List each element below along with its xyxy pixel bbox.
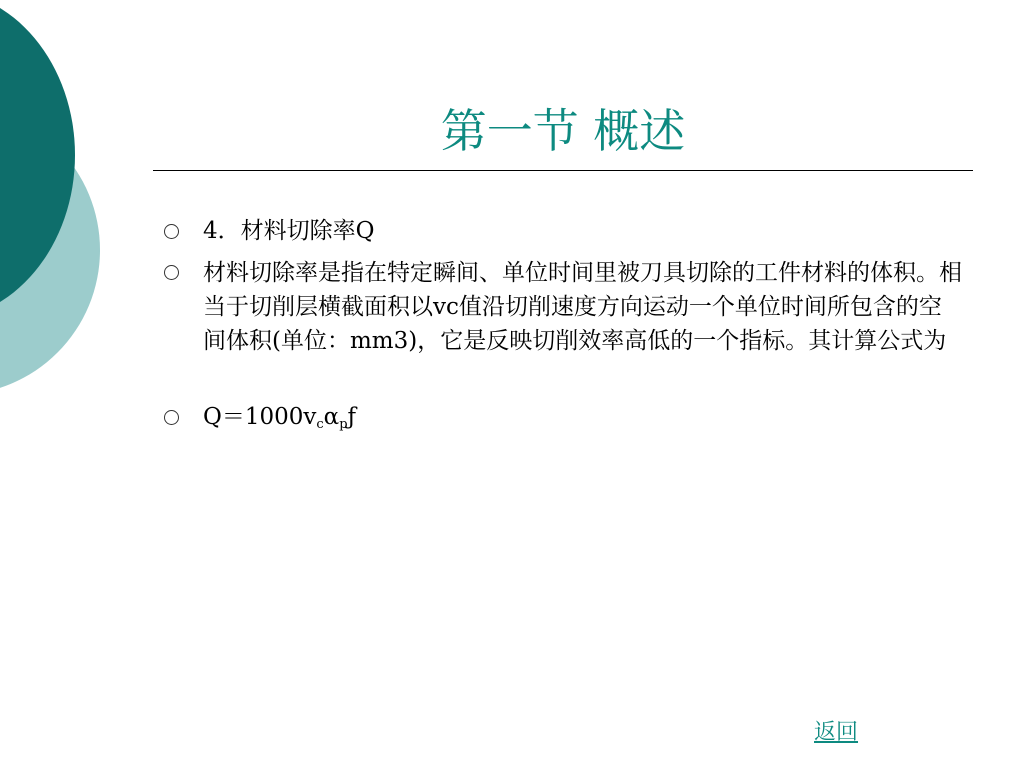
formula-alpha: α <box>323 404 340 430</box>
formula-sub-p: p <box>339 417 348 432</box>
bullet-item: 4．材料切除率Q <box>203 218 375 244</box>
formula-f: ƒ <box>347 404 357 430</box>
bullet-icon <box>164 410 179 425</box>
slide-title: 第一节 概述 <box>440 104 686 158</box>
bullet-icon <box>164 224 179 239</box>
formula-main: Q＝1000v <box>203 404 317 430</box>
title-divider <box>153 170 973 171</box>
formula <box>203 400 963 442</box>
formula-sub-c: c <box>316 417 324 432</box>
return-link[interactable]: 返回 <box>814 720 859 745</box>
bullet-item: 材料切除率是指在特定瞬间、单位时间里被刀具切除的工件材料的体积。相当于切削层横截面积以vc值沿切削速度方向运动一个单位时间所包含的空间体积(单位：mm3)，它是反映切削效率高低的一个指标。其计算公式为 <box>203 260 962 354</box>
bullet-icon <box>164 265 179 280</box>
